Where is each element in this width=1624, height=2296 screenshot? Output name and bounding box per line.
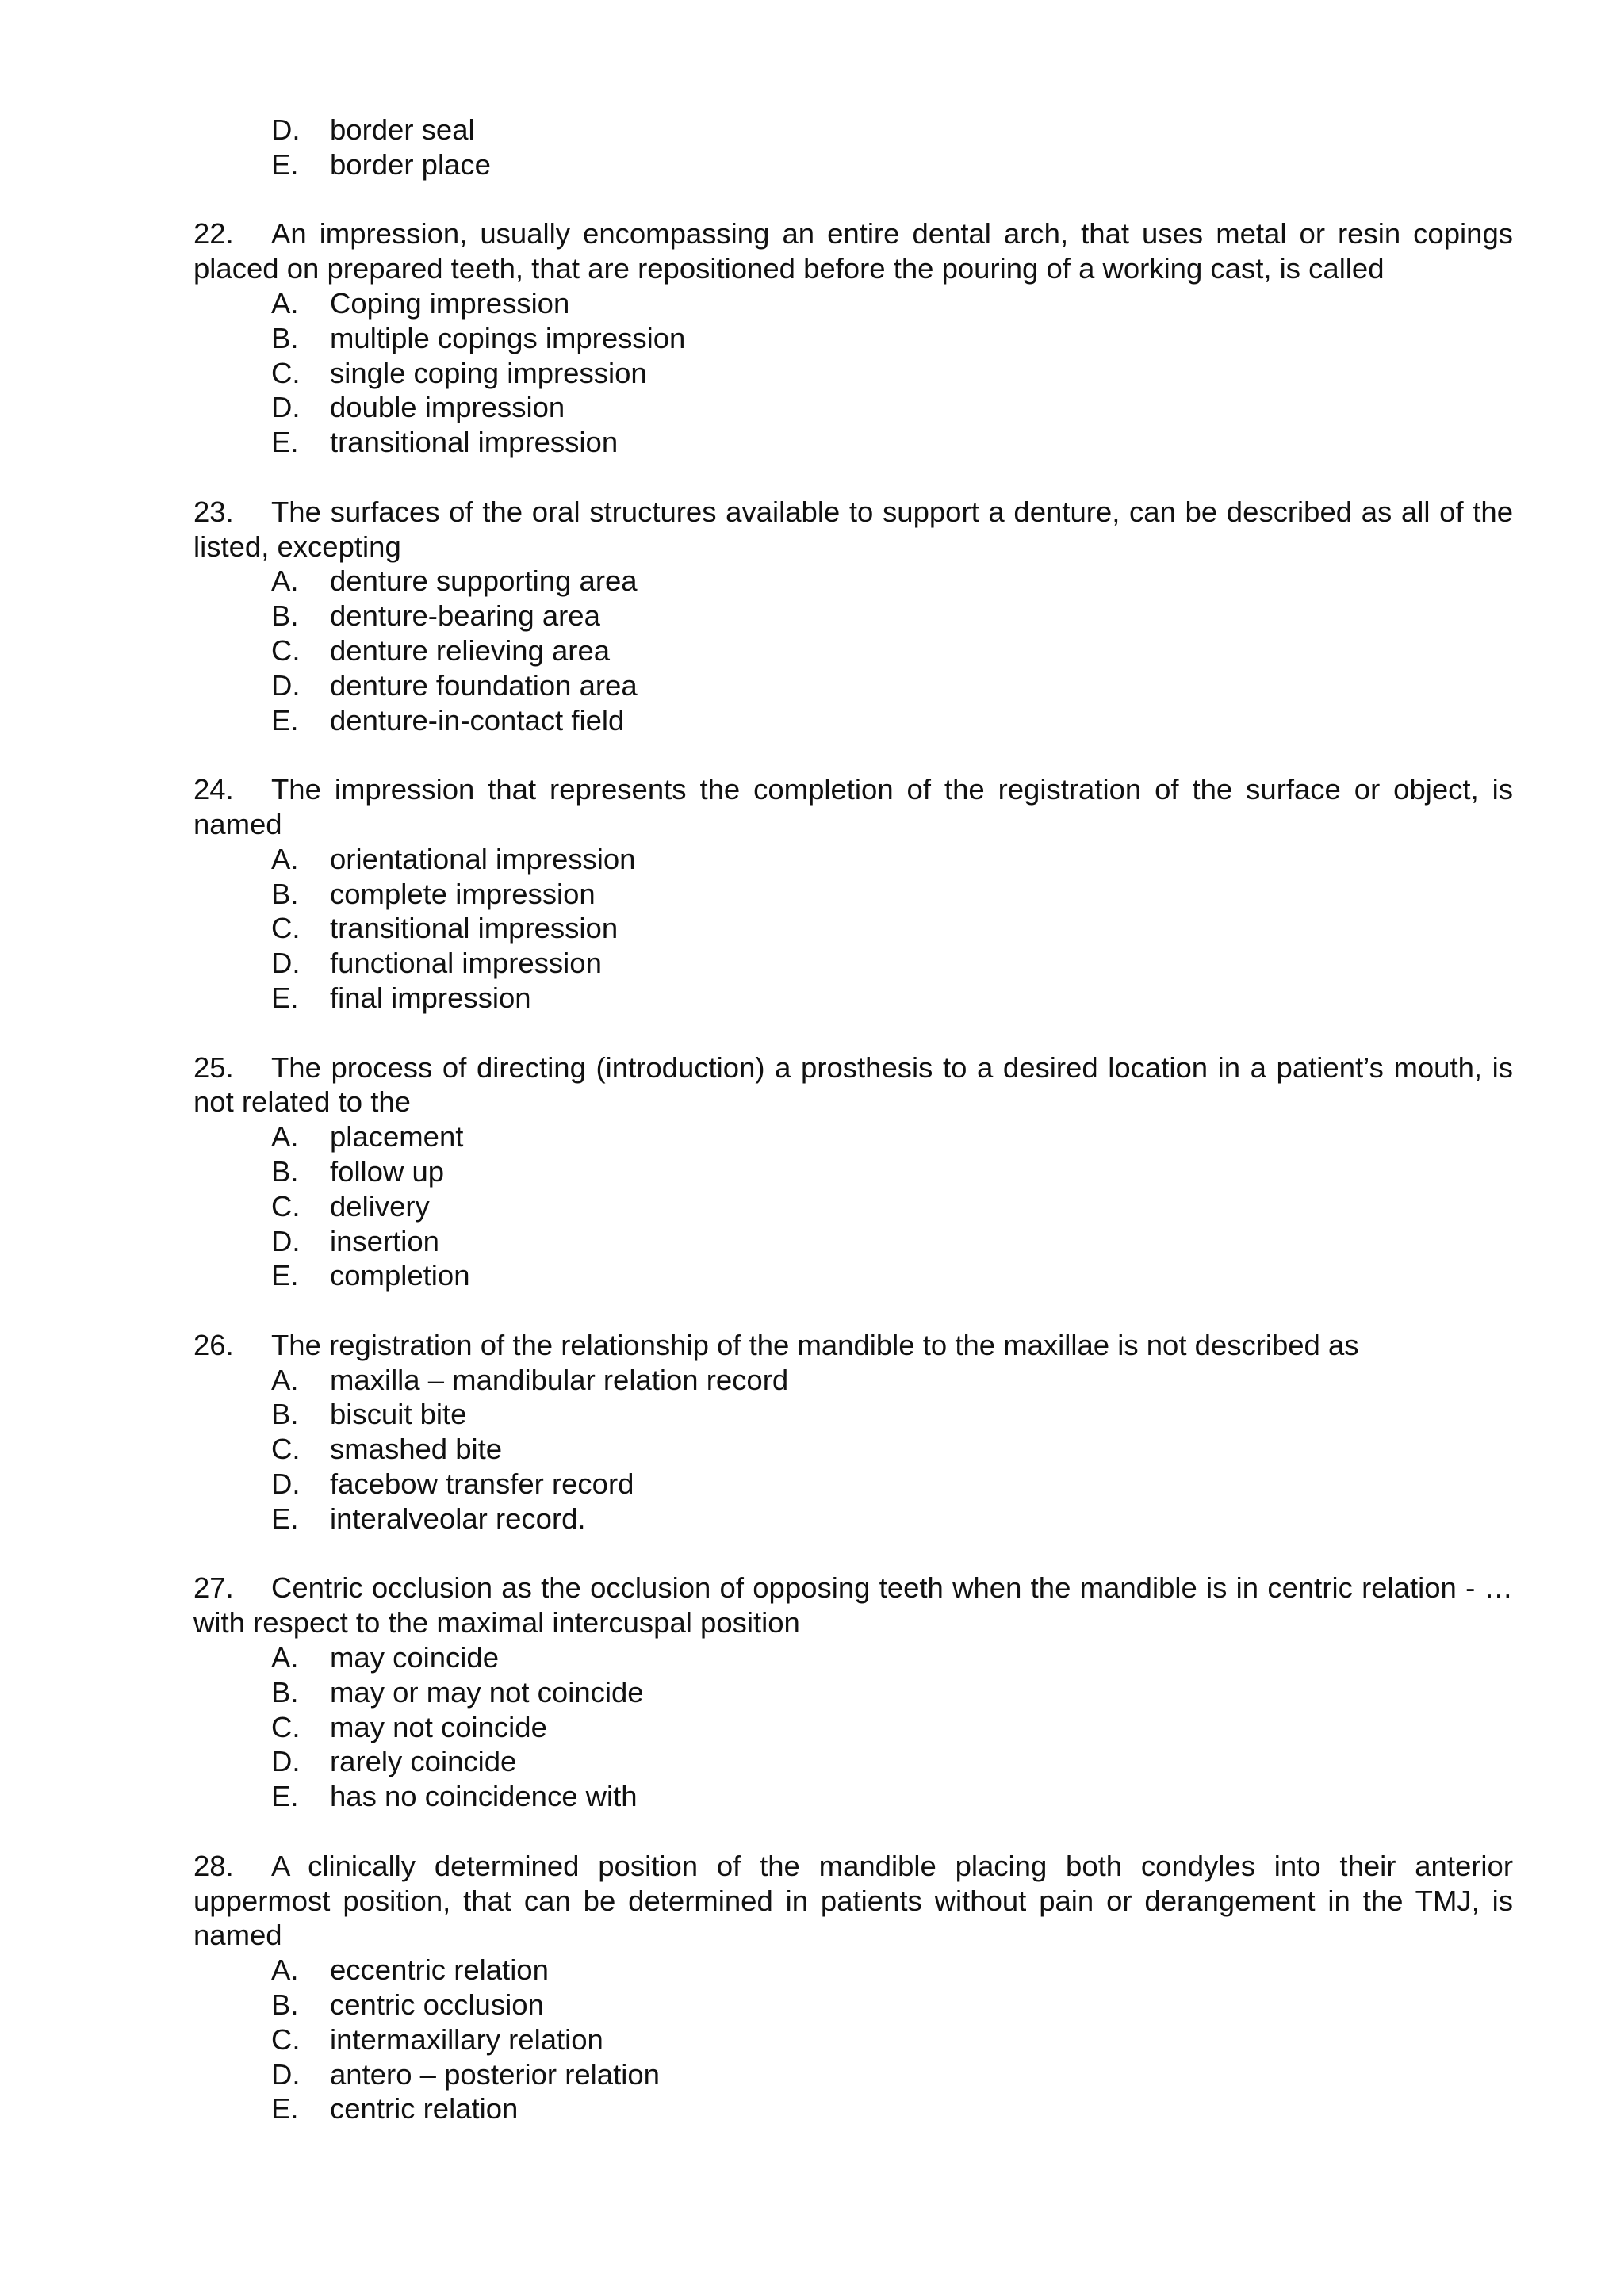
option-letter: B. <box>271 877 299 910</box>
answer-option <box>193 1953 1513 1988</box>
answer-option <box>193 1224 1513 1259</box>
option-text: eccentric relation <box>330 1954 549 1987</box>
answer-option <box>193 564 1513 599</box>
question-text: A clinically determined position of the mandible placing both condyles into their anterior uppermost position, that can be determined in patients without pain or derangement in the TMJ, is named <box>193 1849 1513 1952</box>
question-text: The registration of the relationship of the mandible to the maxillae is not described as <box>271 1328 1359 1361</box>
question-stem <box>193 216 1513 286</box>
question-number: 27. <box>193 1571 234 1605</box>
option-text: smashed bite <box>330 1433 503 1466</box>
option-text: complete impression <box>330 877 596 910</box>
question-text: The process of directing (introduction) a prosthesis to a desired location in a patient’s mouth, is not related to the <box>193 1050 1513 1119</box>
option-letter: D. <box>271 1468 301 1501</box>
question-23 <box>193 495 1513 738</box>
answer-option <box>193 2091 1513 2126</box>
answer-option <box>193 2022 1513 2057</box>
option-letter: C. <box>271 2022 301 2056</box>
answer-option <box>193 1119 1513 1154</box>
answer-options <box>193 1953 1513 2126</box>
option-letter: E. <box>271 1502 299 1535</box>
answer-option <box>193 2057 1513 2092</box>
question-text: An impression, usually encompassing an entire dental arch, that uses metal or resin copings placed on prepared teeth, that are repositioned before the pouring of a working cast, is called <box>193 217 1513 285</box>
option-letter: C. <box>271 356 301 389</box>
question-stem <box>193 1050 1513 1120</box>
option-letter: C. <box>271 1189 301 1223</box>
option-text: double impression <box>330 391 565 424</box>
option-text: denture-bearing area <box>330 599 600 633</box>
option-text: centric occlusion <box>330 1988 544 2022</box>
question-25 <box>193 1050 1513 1294</box>
option-letter: D. <box>271 1745 301 1778</box>
answer-options <box>193 842 1513 1016</box>
answer-option <box>193 668 1513 703</box>
answer-option <box>193 599 1513 633</box>
question-stem <box>193 772 1513 842</box>
answer-option <box>193 113 1513 147</box>
option-text: single coping impression <box>330 356 647 389</box>
option-letter: B. <box>271 1154 299 1188</box>
option-text: border seal <box>330 113 475 146</box>
option-text: orientational impression <box>330 842 636 875</box>
option-letter: D. <box>271 113 301 146</box>
option-letter: E. <box>271 2092 299 2126</box>
question-number: 26. <box>193 1328 234 1361</box>
option-letter: B. <box>271 1988 299 2022</box>
option-letter: C. <box>271 912 301 945</box>
option-text: denture-in-contact field <box>330 703 625 737</box>
question-number: 28. <box>193 1849 234 1882</box>
option-letter: A. <box>271 564 299 598</box>
question-number: 23. <box>193 495 234 528</box>
option-text: functional impression <box>330 947 602 980</box>
question-text: The surfaces of the oral structures available to support a denture, can be described as all of the listed, excepting <box>193 495 1513 563</box>
answer-option <box>193 425 1513 460</box>
option-text: border place <box>330 147 491 181</box>
option-letter: A. <box>271 842 299 875</box>
question-27 <box>193 1571 1513 1814</box>
answer-option <box>193 946 1513 981</box>
answer-option <box>193 703 1513 738</box>
answer-option <box>193 1744 1513 1779</box>
answer-option <box>193 286 1513 321</box>
option-text: insertion <box>330 1224 439 1257</box>
option-letter: A. <box>271 1641 299 1674</box>
option-text: denture foundation area <box>330 668 638 702</box>
option-text: has no coincidence with <box>330 1780 638 1813</box>
option-text: intermaxillary relation <box>330 2022 603 2056</box>
answer-option <box>193 1154 1513 1189</box>
option-text: may or may not coincide <box>330 1675 644 1709</box>
option-text: delivery <box>330 1189 430 1223</box>
question-24 <box>193 772 1513 1016</box>
answer-option <box>193 911 1513 946</box>
option-letter: E. <box>271 1780 299 1813</box>
option-text: transitional impression <box>330 912 619 945</box>
question-26 <box>193 1328 1513 1536</box>
answer-options <box>193 286 1513 460</box>
answer-option <box>193 147 1513 182</box>
answer-option <box>193 1397 1513 1432</box>
option-letter: D. <box>271 1224 301 1257</box>
option-letter: D. <box>271 668 301 702</box>
option-letter: C. <box>271 633 301 667</box>
option-letter: A. <box>271 1954 299 1987</box>
answer-option <box>193 1189 1513 1224</box>
option-letter: E. <box>271 426 299 459</box>
option-text: may not coincide <box>330 1710 547 1743</box>
option-text: Coping impression <box>330 286 570 320</box>
option-letter: D. <box>271 391 301 424</box>
option-letter: B. <box>271 1675 299 1709</box>
answer-option <box>193 981 1513 1016</box>
answer-option <box>193 633 1513 668</box>
option-letter: E. <box>271 1259 299 1292</box>
question-stem <box>193 1571 1513 1640</box>
continued-options <box>193 113 1513 182</box>
answer-option <box>193 356 1513 391</box>
answer-option <box>193 842 1513 877</box>
question-28 <box>193 1849 1513 2126</box>
option-letter: A. <box>271 286 299 320</box>
answer-options <box>193 1640 1513 1814</box>
option-letter: C. <box>271 1433 301 1466</box>
answer-option <box>193 1363 1513 1398</box>
question-text: Centric occlusion as the occlusion of opposing teeth when the mandible is in centric relation - … with respect to the maximal intercuspal position <box>193 1571 1513 1640</box>
option-letter: E. <box>271 981 299 1014</box>
option-text: may coincide <box>330 1641 500 1674</box>
question-stem <box>193 1849 1513 1953</box>
answer-options <box>193 1363 1513 1536</box>
question-stem <box>193 495 1513 564</box>
option-letter: E. <box>271 147 299 181</box>
question-number: 24. <box>193 773 234 806</box>
option-letter: B. <box>271 599 299 633</box>
option-text: rarely coincide <box>330 1745 517 1778</box>
option-letter: E. <box>271 703 299 737</box>
answer-option <box>193 1467 1513 1502</box>
question-22 <box>193 216 1513 460</box>
answer-option <box>193 1502 1513 1536</box>
option-text: multiple copings impression <box>330 321 686 354</box>
option-text: denture relieving area <box>330 633 611 667</box>
option-text: denture supporting area <box>330 564 638 598</box>
question-list <box>193 113 1513 2126</box>
option-text: interalveolar record. <box>330 1502 586 1535</box>
option-letter: B. <box>271 321 299 354</box>
answer-option <box>193 1710 1513 1745</box>
option-text: centric relation <box>330 2092 519 2126</box>
option-text: transitional impression <box>330 426 619 459</box>
answer-options <box>193 564 1513 737</box>
option-letter: A. <box>271 1120 299 1154</box>
option-text: biscuit bite <box>330 1398 467 1431</box>
question-stem <box>193 1328 1513 1363</box>
option-text: placement <box>330 1120 464 1154</box>
answer-option <box>193 1432 1513 1467</box>
answer-options <box>193 1119 1513 1293</box>
option-text: antero – posterior relation <box>330 2057 660 2091</box>
option-letter: A. <box>271 1363 299 1396</box>
answer-option <box>193 1779 1513 1814</box>
option-text: completion <box>330 1259 470 1292</box>
answer-option <box>193 1988 1513 2022</box>
option-text: facebow transfer record <box>330 1468 634 1501</box>
answer-option <box>193 390 1513 425</box>
question-number: 25. <box>193 1050 234 1084</box>
option-letter: D. <box>271 947 301 980</box>
answer-option <box>193 877 1513 912</box>
answer-option <box>193 1640 1513 1675</box>
answer-option <box>193 321 1513 356</box>
option-letter: C. <box>271 1710 301 1743</box>
option-letter: D. <box>271 2057 301 2091</box>
answer-option <box>193 1258 1513 1293</box>
option-letter: B. <box>271 1398 299 1431</box>
option-text: maxilla – mandibular relation record <box>330 1363 789 1396</box>
question-number: 22. <box>193 217 234 251</box>
option-text: follow up <box>330 1154 445 1188</box>
option-text: final impression <box>330 981 531 1014</box>
question-text: The impression that represents the completion of the registration of the surface or object, is named <box>193 773 1513 840</box>
answer-option <box>193 1675 1513 1710</box>
